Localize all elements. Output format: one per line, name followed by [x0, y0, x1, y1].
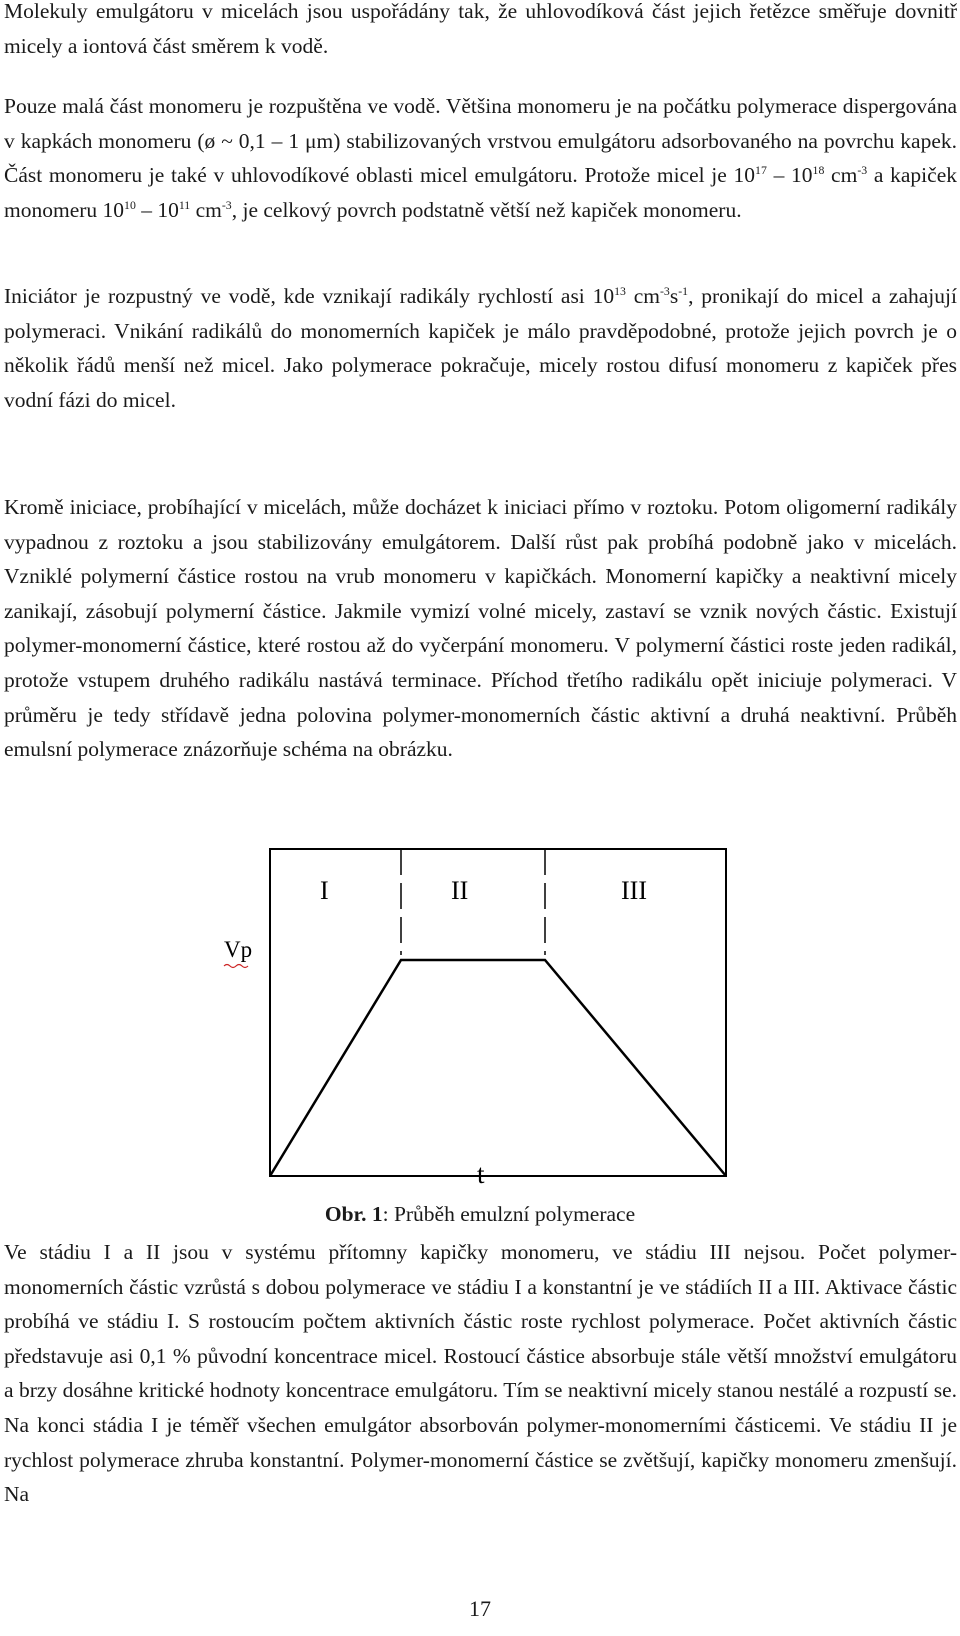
paragraph-text: Iniciátor je rozpustný ve vodě, kde vznikají radikály rychlostí asi 10	[4, 284, 615, 308]
paragraph-text: s	[669, 284, 679, 308]
stage-diagram-svg	[0, 835, 960, 1195]
paragraph-text: , pronikají do micel a zahajují polymeraci. Vnikání radikálů do monomerních kapiček je málo pravděpodobné, protože jejich povrch je o několik řádů menší než micel. Jako polymerace pokračuje, micely rostou difusí monomeru z kapiček přes vodní fázi do micel.	[4, 284, 957, 412]
paragraph-text: , je celkový povrch podstatně větší než kapiček monomeru.	[231, 197, 742, 222]
paragraph-solution-initiation	[4, 490, 957, 767]
y-axis-label: Vp	[224, 937, 253, 962]
paragraph-text: a kapiček monomeru 10	[4, 163, 957, 222]
paragraph-text: Pouze malá část monomeru je rozpuštěna ve vodě. Většina monomeru je na počátku polymerace dispergována v kapkách monomeru (ø ~ 0,1 – 1 μm) stabilizovaných vrstvou emulgátoru adsorbovaného na povrchu kapek. Část monomeru je také v uhlovodíkové oblasti micel emulgátoru. Protože micel je 10	[4, 94, 957, 188]
superscript: -3	[857, 163, 868, 178]
spellcheck-underline	[224, 965, 248, 968]
x-axis-label: t	[477, 1159, 485, 1189]
paragraph-text: cm	[824, 163, 858, 188]
paragraph-text: Kromě iniciace, probíhající v micelách, může docházet k iniciaci přímo v roztoku. Potom oligomerní radikály vypadnou z roztoku a jsou stabilizovány emulgátorem. Další růst pak probíhá podobně jako v micelách. Vzniklé polymerní částice rostou na vrub monomeru v kapičkách. Monomerní kapičky a neaktivní micely zanikají, zásobují polymerní částice. Jakmile vymizí volné micely, zastaví se vznik nových částic. Existují polymer-monomerní částice, které rostou až do vyčerpání monomeru. V polymerní částici roste jeden radikál, protože vstupem druhého radikálu nastává terminace. Příchod třetího radikálu opět iniciuje polymeraci. V průměru je tedy střídavě jedna polovina polymer-monomerních částic aktivní a druhá neaktivní. Průběh emulsní polymerace znázorňuje schéma na obrázku.	[4, 495, 957, 762]
paragraph-monomer-dispersion	[4, 89, 957, 227]
caption-label: Obr. 1	[324, 1202, 383, 1226]
paragraph-text: – 10	[766, 163, 813, 188]
figure-caption	[0, 1202, 960, 1227]
paragraph-text: cm	[625, 284, 660, 308]
paragraph-stages	[4, 1235, 957, 1512]
superscript: 17	[755, 163, 767, 178]
rate-curve	[270, 960, 726, 1176]
page-number: 17	[469, 1596, 491, 1621]
paragraph-text: – 10	[135, 197, 179, 222]
paragraph-micelles	[4, 0, 957, 63]
stage-label-2: II	[451, 876, 469, 905]
superscript: 10	[124, 197, 136, 212]
superscript: 11	[178, 197, 191, 212]
superscript: -3	[221, 197, 232, 212]
diagram-frame	[270, 849, 726, 1176]
paragraph-text: Molekuly emulgátoru v micelách jsou uspořádány tak, že uhlovodíková část jejich řetězce směřuje dovnitř micely a iontová část směrem k vodě.	[4, 0, 957, 58]
paragraph-initiator	[4, 279, 957, 417]
stage-label-1: I	[320, 876, 329, 905]
polymerization-diagram	[0, 835, 960, 1195]
superscript: 18	[812, 163, 825, 178]
stage-label-3: III	[621, 876, 647, 905]
superscript: -1	[678, 283, 689, 298]
superscript: -3	[660, 283, 670, 298]
caption-text: : Průběh emulzní polymerace	[382, 1202, 636, 1226]
paragraph-text: cm	[190, 197, 222, 222]
superscript: 13	[614, 283, 626, 298]
paragraph-text: Ve stádiu I a II jsou v systému přítomny kapičky monomeru, ve stádiu III nejsou. Počet polymer-monomerních částic vzrůstá s dobou polymerace ve stádiu I a konstantní je ve stádiích II a III. Aktivace částic probíhá ve stádiu I. S rostoucím počtem aktivních částic roste rychlost polymerace. Počet aktivních částic představuje asi 0,1 % původní koncentrace micel. Rostoucí částice absorbuje stále větší množství emulgátoru a brzy dosáhne kritické hodnoty koncentrace emulgátoru. Tím se neaktivní micely stanou nestálé a rozpustí se. Na konci stádia I je téměř všechen emulgátor absorbován polymer-monomerními částicemi. Ve stádiu II je rychlost polymerace zhruba konstantní. Polymer-monomerní částice se zvětšují, kapičky monomeru zmenšují. Na	[4, 1240, 957, 1507]
